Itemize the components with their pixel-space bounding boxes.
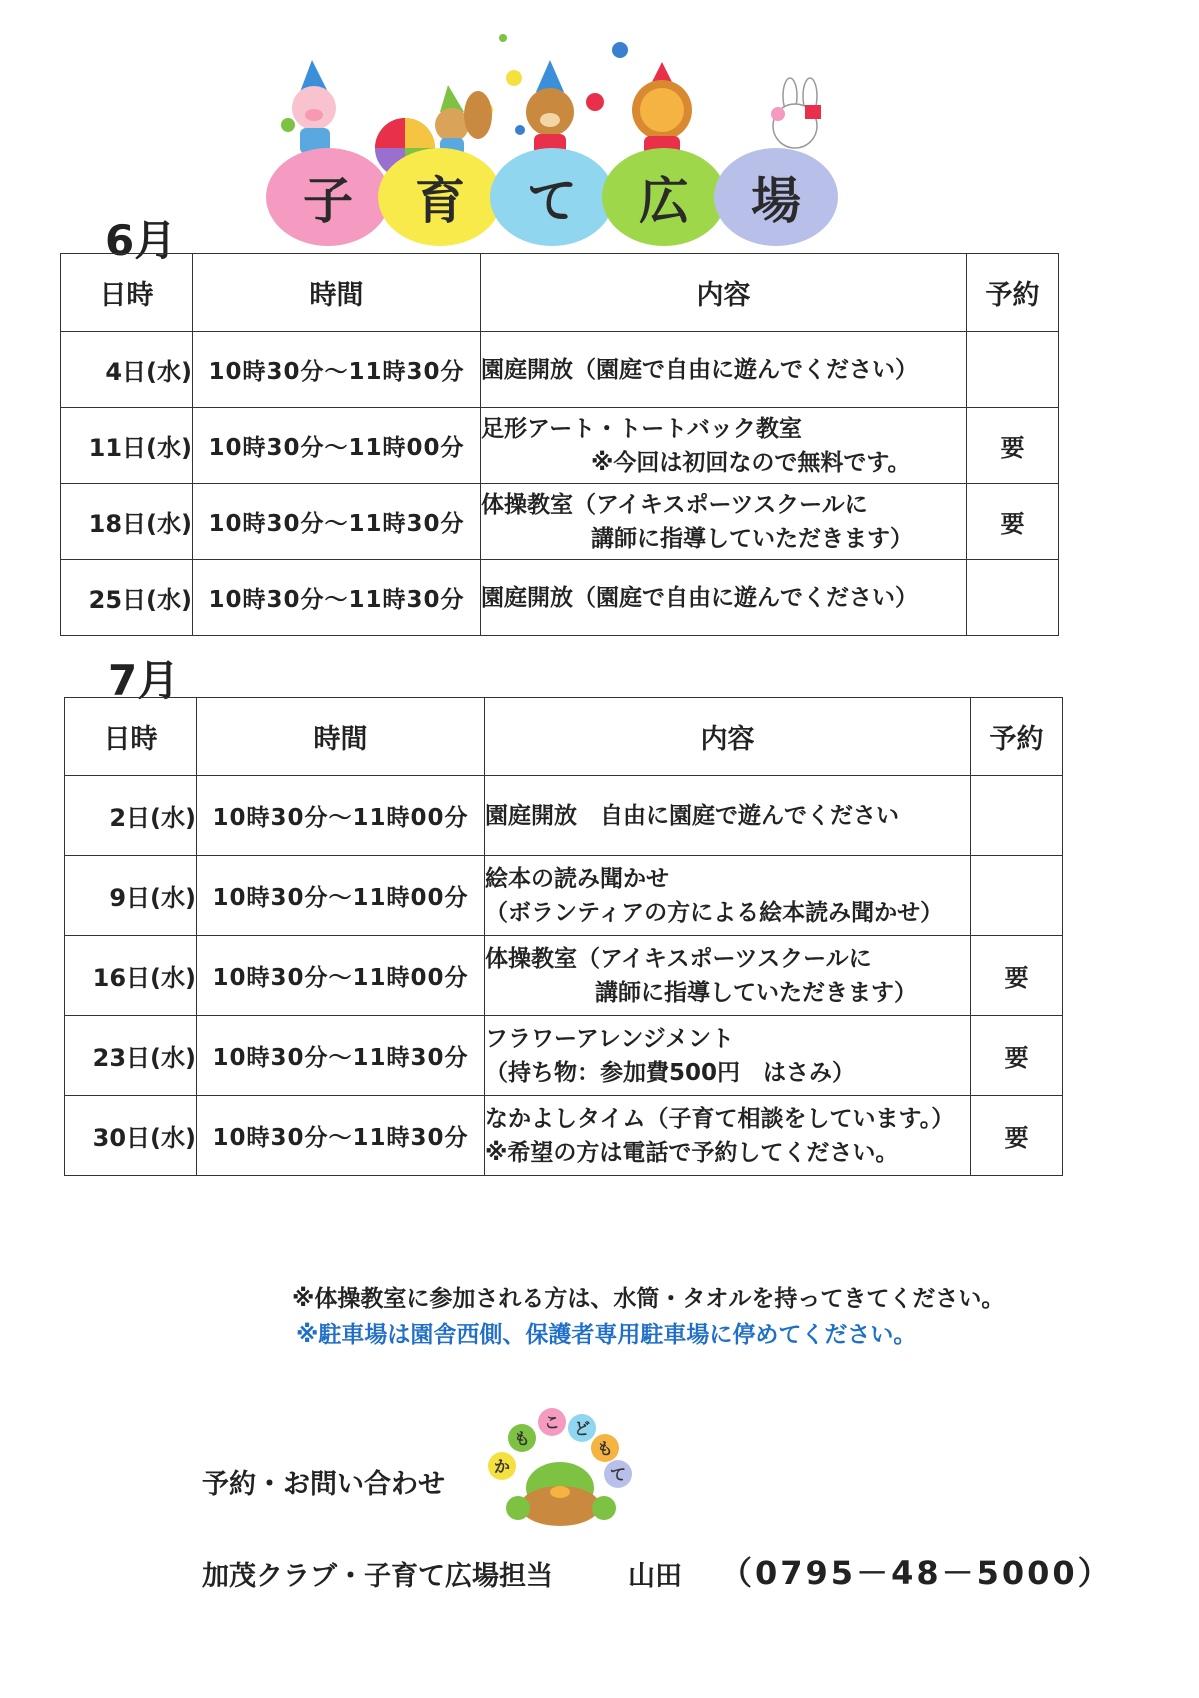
column-header-date: 日時: [65, 698, 197, 776]
content-line1: 園庭開放（園庭で自由に遊んでください）: [481, 356, 918, 383]
column-header-reservation: 予約: [967, 254, 1059, 332]
title-char-3: て: [527, 172, 577, 230]
note-water-towel: ※体操教室に参加される方は、水筒・タオルを持ってきてください。: [292, 1286, 1005, 1312]
row-time: 10時30分～11時30分: [197, 1016, 485, 1096]
row-reservation: 要: [971, 936, 1063, 1016]
title-circle-4: [602, 148, 726, 246]
june-month-label: 6月: [105, 216, 177, 265]
row-content: [481, 560, 967, 636]
row-reservation: [971, 856, 1063, 936]
july-schedule-table: [64, 697, 1063, 1176]
column-header-content: 内容: [481, 254, 967, 332]
logo-char-4: ど: [573, 1419, 591, 1438]
content-line1: フラワーアレンジメント: [485, 1025, 735, 1052]
row-content: [481, 484, 967, 560]
table-row: [61, 560, 1059, 636]
kamo-kodomoen-logo-icon: [480, 1408, 640, 1538]
row-date: 4日(水): [61, 332, 193, 408]
table-row: [65, 856, 1063, 936]
title-char-5: 場: [751, 172, 801, 230]
column-header-time: 時間: [197, 698, 485, 776]
july-month-label: 7月: [108, 656, 180, 705]
row-content: [485, 1096, 971, 1176]
row-reservation: 要: [967, 408, 1059, 484]
row-time: 10時30分～11時00分: [197, 776, 485, 856]
row-date: 25日(水): [61, 560, 193, 636]
row-content: [485, 776, 971, 856]
column-header-content: 内容: [485, 698, 971, 776]
content-line1: 絵本の読み聞かせ: [485, 865, 669, 892]
row-date: 11日(水): [61, 408, 193, 484]
table-row: [61, 484, 1059, 560]
content-line1: 園庭開放 自由に園庭で遊んでください: [485, 802, 899, 829]
row-date: 16日(水): [65, 936, 197, 1016]
logo-char-3: こ: [543, 1413, 561, 1432]
column-header-time: 時間: [193, 254, 481, 332]
content-line1: 体操教室（アイキスポーツスクールに: [481, 491, 868, 518]
column-header-date: 日時: [61, 254, 193, 332]
row-time: 10時30分～11時00分: [193, 408, 481, 484]
content-line1: 足形アート・トートバック教室: [481, 415, 802, 442]
row-reservation: 要: [971, 1096, 1063, 1176]
contact-organization: 加茂クラブ・子育て広場担当: [202, 1561, 553, 1592]
row-content: [481, 332, 967, 408]
logo-char-6: て: [609, 1465, 627, 1484]
table-row: [65, 936, 1063, 1016]
row-reservation: [967, 332, 1059, 408]
row-content: [485, 856, 971, 936]
bear-character-icon: [526, 60, 574, 160]
logo-char-5: も: [596, 1439, 614, 1458]
content-line2: （持ち物：参加費500円 はさみ）: [485, 1059, 856, 1086]
row-date: 9日(水): [65, 856, 197, 936]
table-header-row: [65, 698, 1063, 776]
row-content: [485, 936, 971, 1016]
content-line1: 園庭開放（園庭で自由に遊んでください）: [481, 584, 918, 611]
row-time: 10時30分～11時30分: [197, 1096, 485, 1176]
content-line1: なかよしタイム（子育て相談をしています。）: [485, 1105, 955, 1132]
row-date: 2日(水): [65, 776, 197, 856]
column-header-reservation: 予約: [971, 698, 1063, 776]
row-reservation: 要: [971, 1016, 1063, 1096]
title-circle-2: [378, 148, 502, 246]
header-illustration: [270, 30, 930, 270]
content-line2: ※希望の方は電話で予約してください。: [485, 1139, 899, 1166]
row-date: 23日(水): [65, 1016, 197, 1096]
contact-heading: 予約・お問い合わせ: [202, 1469, 445, 1500]
row-reservation: [971, 776, 1063, 856]
table-header-row: [61, 254, 1059, 332]
contact-person: 山田: [628, 1561, 682, 1592]
row-time: 10時30分～11時00分: [197, 936, 485, 1016]
row-date: 30日(水): [65, 1096, 197, 1176]
row-date: 18日(水): [61, 484, 193, 560]
content-line2: 講師に指導していただきます）: [591, 525, 913, 552]
row-time: 10時30分～11時30分: [193, 484, 481, 560]
row-time: 10時30分～11時30分: [193, 560, 481, 636]
contact-phone: （0795－48－5000）: [720, 1554, 1113, 1592]
row-time: 10時30分～11時30分: [193, 332, 481, 408]
pig-character-icon: [292, 60, 336, 154]
note-parking: ※駐車場は園舎西側、保護者専用駐車場に停めてください。: [296, 1322, 917, 1348]
table-row: [65, 1096, 1063, 1176]
row-reservation: 要: [967, 484, 1059, 560]
title-char-2: 育: [415, 172, 465, 230]
content-line1: 体操教室（アイキスポーツスクールに: [485, 945, 872, 972]
table-row: [61, 332, 1059, 408]
table-row: [65, 776, 1063, 856]
title-circle-3: [490, 148, 614, 246]
title-char-1: 子: [303, 172, 353, 230]
content-line2: 講師に指導していただきます）: [595, 979, 917, 1006]
content-line2: ※今回は初回なので無料です。: [591, 449, 911, 476]
title-circle-1: [266, 148, 390, 246]
row-content: [485, 1016, 971, 1096]
row-content: [481, 408, 967, 484]
logo-char-1: か: [493, 1457, 511, 1476]
title-char-4: 広: [639, 172, 689, 230]
june-schedule-table: [60, 253, 1059, 636]
title-circle-5: [714, 148, 838, 246]
logo-char-2: も: [513, 1429, 531, 1448]
table-row: [65, 1016, 1063, 1096]
rabbit-character-icon: [771, 78, 821, 148]
content-line2: （ボランティアの方による絵本読み聞かせ）: [485, 899, 944, 926]
row-time: 10時30分～11時00分: [197, 856, 485, 936]
row-reservation: [967, 560, 1059, 636]
table-row: [61, 408, 1059, 484]
